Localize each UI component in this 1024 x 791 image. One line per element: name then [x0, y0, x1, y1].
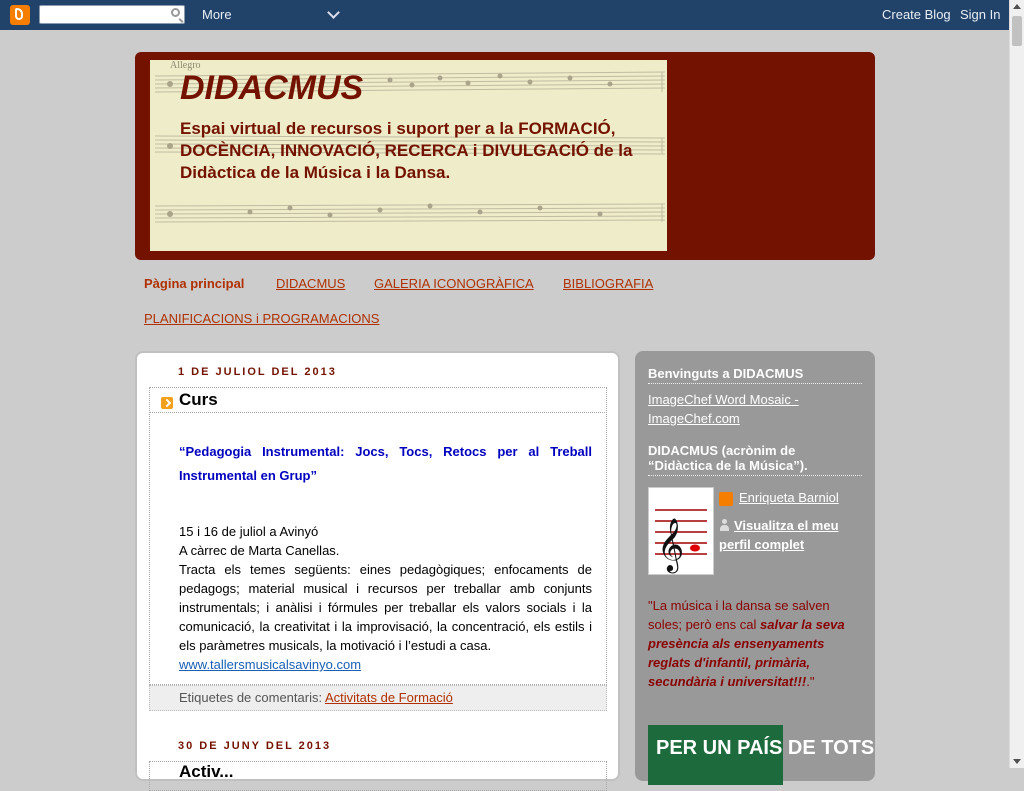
- post-quote: “Pedagogia Instrumental: Jocs, Tocs, Retocs per al Treball Instrumental en Grup”: [179, 444, 592, 483]
- imagechef-image-link[interactable]: [648, 390, 838, 428]
- quote-plain: "La música i la dansa se salven soles; però ens cal: [648, 598, 830, 632]
- view-full-profile-label[interactable]: Visualitza el meu perfil complet: [719, 518, 839, 552]
- search-icon[interactable]: [171, 8, 180, 17]
- post-container: [149, 387, 607, 685]
- labels-prefix: Etiquetes de comentaris:: [179, 690, 323, 705]
- tab-home[interactable]: Pàgina principal: [144, 276, 245, 291]
- label-link[interactable]: Activitats de Formació: [324, 690, 453, 705]
- blog-title[interactable]: DIDACMUS: [180, 69, 364, 107]
- blog-description: Espai virtual de recursos i suport per a la FORMACIÓ, DOCÈNCIA, INNOVACIÓ, RECERCA i DIVULGACIÓ de la Didàctica de la Música i la Dansa.: [180, 119, 633, 182]
- svg-text:𝄞: 𝄞: [657, 517, 685, 571]
- tab-didacmus[interactable]: DIDACMUS: [276, 276, 346, 291]
- post-link[interactable]: www.tallersmusicalsavinyo.com: [179, 657, 362, 672]
- main-posts-column: [135, 351, 620, 781]
- sidebar-welcome-title: Benvinguts a DIDACMUS: [648, 366, 804, 381]
- tab-planificacions[interactable]: PLANIFICACIONS i PROGRAMACIONS: [144, 311, 380, 326]
- allegro-text: Allegro: [170, 60, 201, 71]
- profile-name-link[interactable]: Enriqueta Barniol: [739, 490, 839, 505]
- per-un-pais-de-tots-banner[interactable]: [648, 725, 875, 785]
- search-input[interactable]: [39, 5, 185, 24]
- post-container-2: [149, 761, 607, 791]
- more-menu-button[interactable]: More: [202, 7, 232, 22]
- quote-end: .": [806, 674, 815, 689]
- create-blog-link[interactable]: Create Blog: [882, 7, 951, 22]
- scroll-down-arrow-icon[interactable]: [1013, 759, 1021, 764]
- header-sheet-music-background: [150, 60, 667, 251]
- vertical-scrollbar[interactable]: [1009, 0, 1024, 768]
- post-title-2[interactable]: Activ...: [179, 762, 234, 781]
- post-date-header-2: 30 DE JUNY DEL 2013: [178, 740, 332, 752]
- post-date-header: 1 DE JULIOL DEL 2013: [178, 366, 337, 378]
- treble-clef-icon: [649, 488, 713, 574]
- tab-galeria-iconografica[interactable]: GALERIA ICONOGRÀFICA: [374, 276, 534, 291]
- post-labels: [179, 690, 453, 705]
- tab-bibliografia[interactable]: BIBLIOGRAFIA: [563, 276, 654, 291]
- post-title[interactable]: Curs: [179, 390, 218, 409]
- view-full-profile-link[interactable]: [719, 516, 864, 554]
- scroll-up-arrow-icon[interactable]: [1013, 4, 1021, 9]
- sidebar-quote: [648, 596, 853, 691]
- post-author-line: A càrrec de Marta Canellas.: [179, 543, 340, 558]
- blogger-icon: [719, 492, 733, 506]
- sign-in-link[interactable]: Sign In: [960, 7, 1001, 22]
- chevron-down-icon[interactable]: [327, 6, 340, 19]
- sidebar-acronym-title: DIDACMUS (acrònim de “Didàctica de la Música”).: [648, 443, 808, 473]
- banner-text: PER UN PAÍS DE TOTS: [656, 737, 875, 759]
- imagechef-alt-text[interactable]: ImageChef Word Mosaic - ImageChef.com: [648, 392, 799, 426]
- quote-bold: salvar la seva presència als ensenyaments reglats d'infantil, primària, secundària i universitat!!!: [648, 617, 845, 689]
- sidebar: [635, 351, 875, 781]
- post-body: Tracta els temes següents: eines pedagògiques; enfocaments de pedagogs; material musical i recursos per treballar amb conjunts instrumentals; i anàlisi i fórmules per treballar els valors socials i la comunicació, la creativitat i la improvisació, la concentració, els estils i els paràmetres musicals, la motivació i l’estudi a casa.: [179, 562, 592, 653]
- sidebar-divider: [648, 383, 862, 384]
- arrow-icon: [161, 397, 173, 409]
- post-footer: [149, 685, 607, 711]
- blogger-icon[interactable]: [10, 5, 30, 25]
- scrollbar-thumb[interactable]: [1012, 16, 1022, 46]
- blog-header: [135, 52, 875, 260]
- blogger-navbar: [0, 0, 1009, 30]
- post-date-line: 15 i 16 de juliol a Avinyó: [179, 524, 319, 539]
- profile-avatar[interactable]: [648, 487, 714, 575]
- sidebar-divider: [648, 475, 862, 476]
